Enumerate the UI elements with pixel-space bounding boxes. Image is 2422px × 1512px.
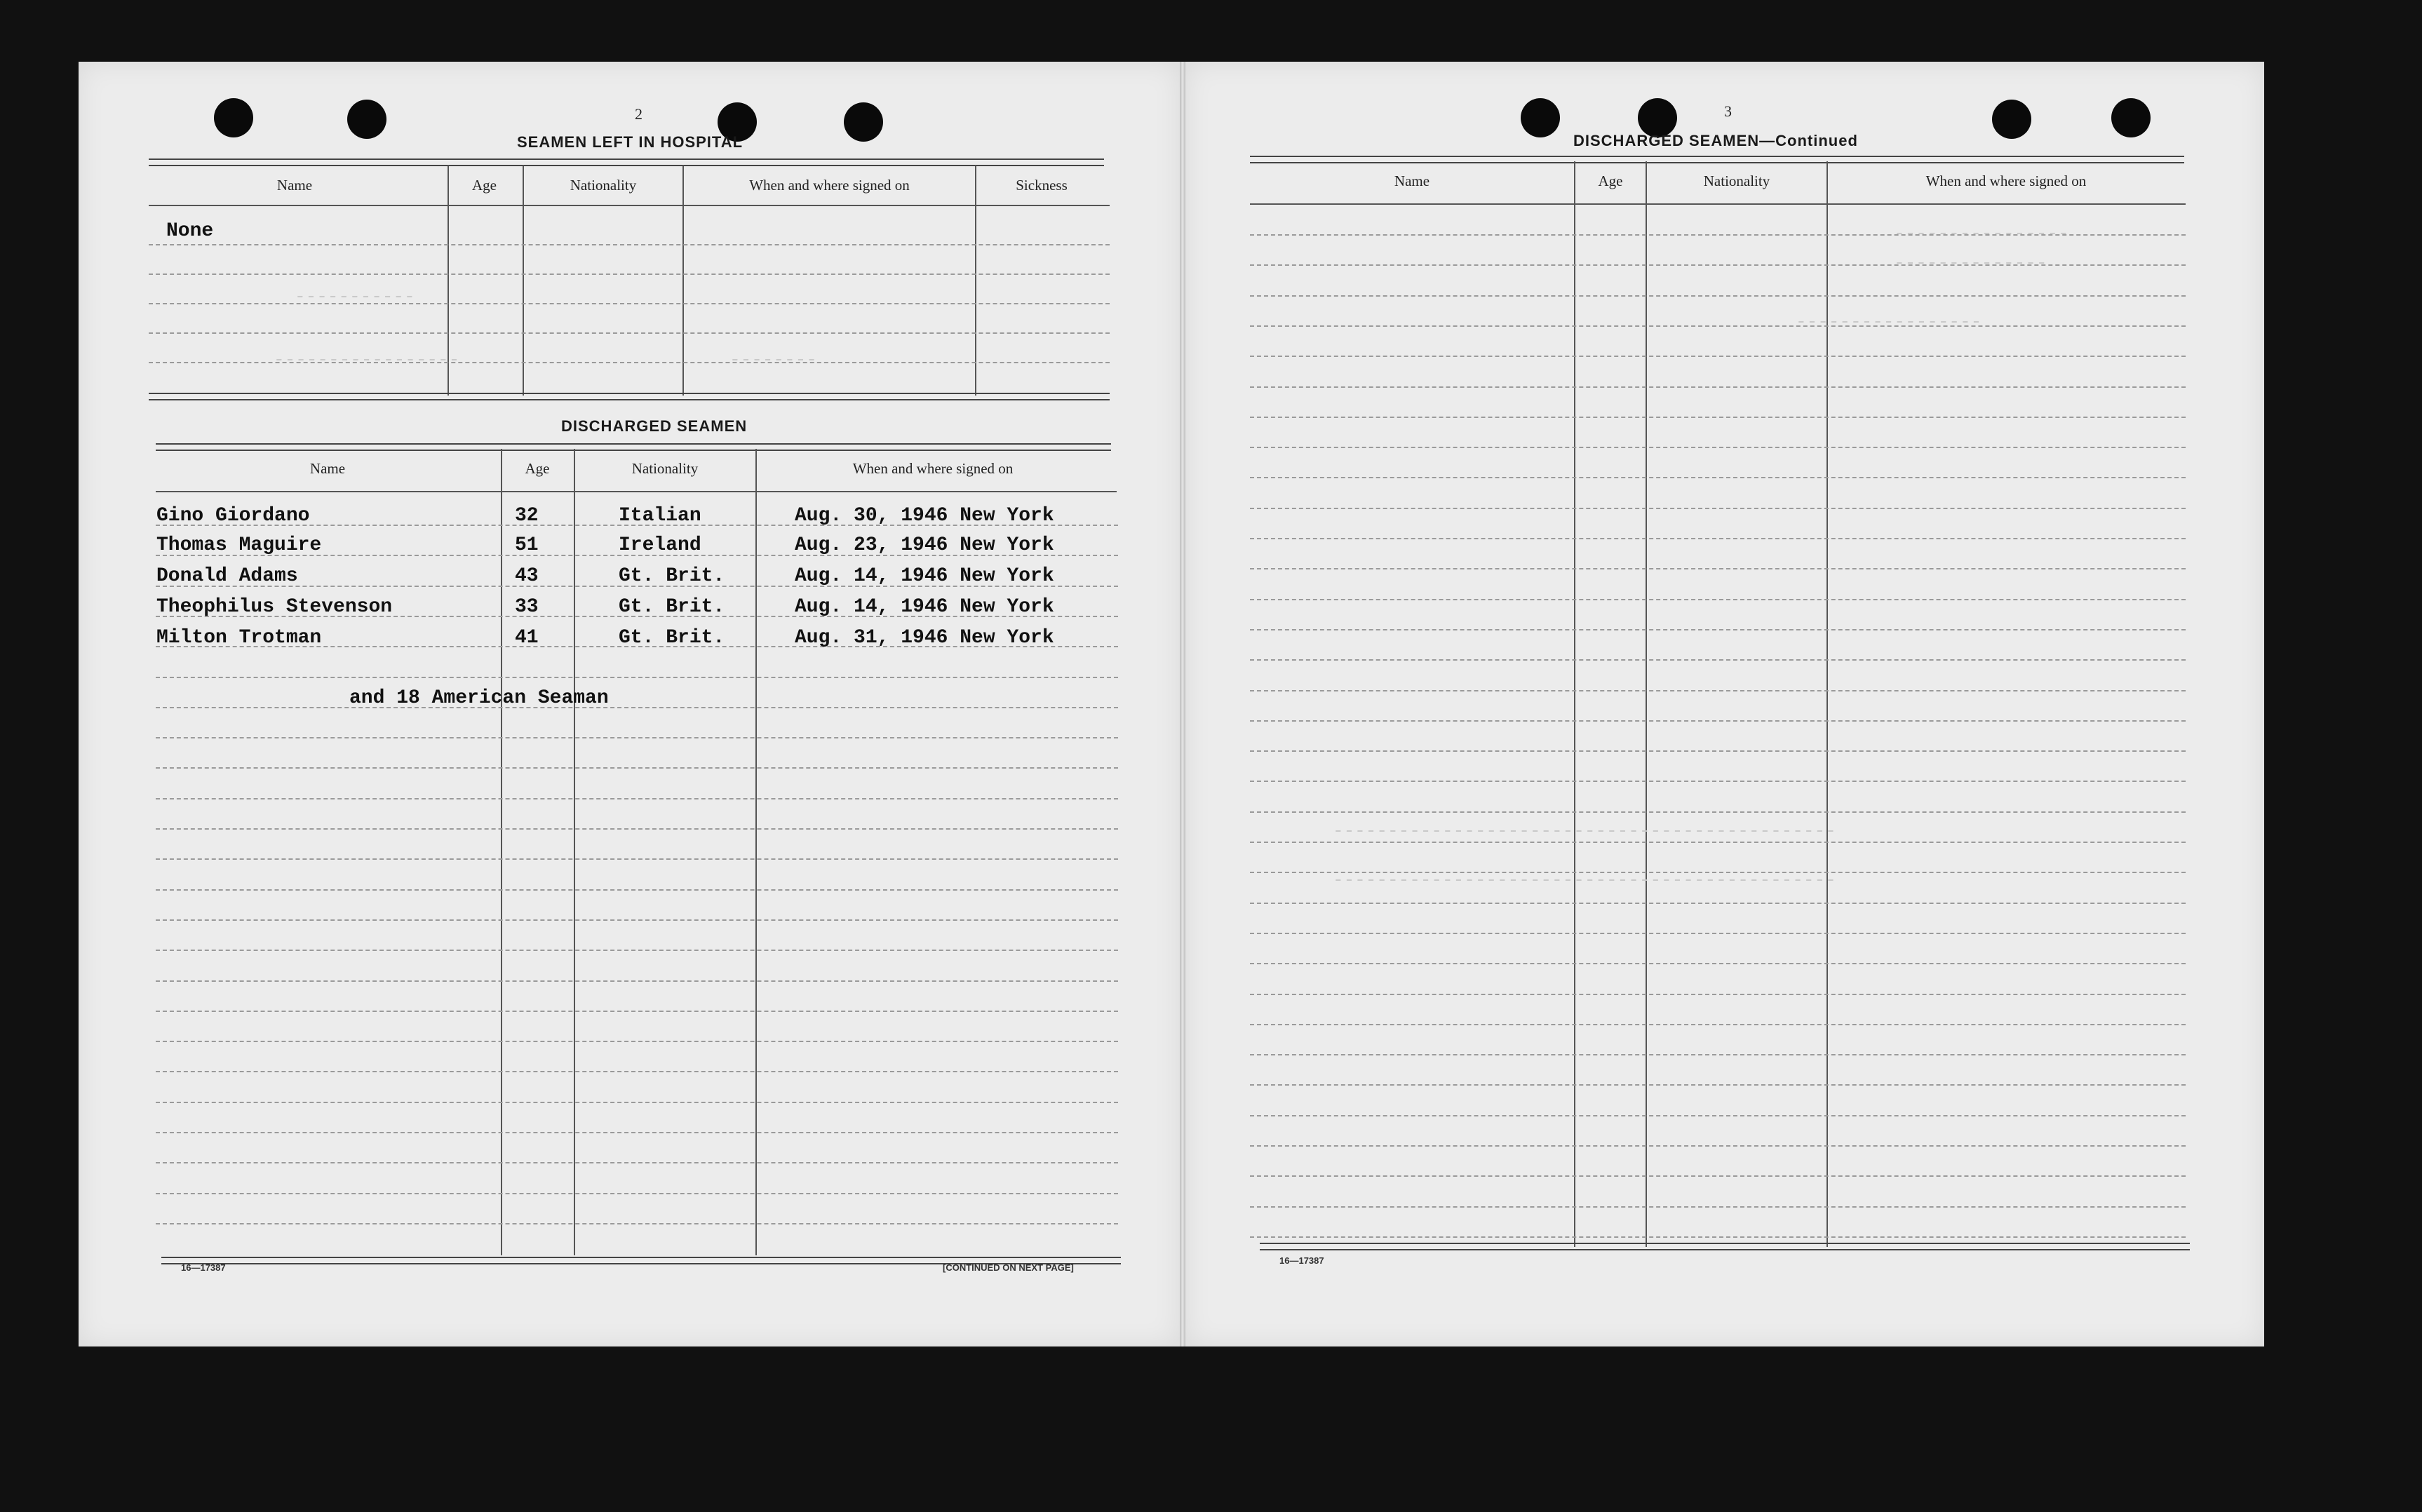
- hospital-row-line: [149, 332, 1110, 334]
- form-number: 16—17387: [181, 1262, 226, 1273]
- ruled-line: [156, 798, 1118, 799]
- ruled-line: [156, 919, 1118, 921]
- ruled-line: [1250, 568, 2186, 569]
- discharged-divider: [501, 449, 502, 1255]
- ruled-line: [156, 767, 1118, 769]
- row-signed-on: Aug. 23, 1946 New York: [795, 534, 1054, 556]
- row-signed-on: Aug. 30, 1946 New York: [795, 505, 1054, 527]
- discharged-title: DISCHARGED SEAMEN: [561, 417, 748, 435]
- left-page: [79, 62, 1180, 1346]
- right-col-name: Name: [1394, 173, 1430, 189]
- discharged-col-nationality: Nationality: [631, 460, 699, 477]
- ruled-line: [1250, 295, 2186, 297]
- row-age: 32: [515, 505, 539, 527]
- row-nationality: Gt. Brit.: [619, 565, 725, 587]
- ruled-line: [1250, 933, 2186, 934]
- ruled-line: [1250, 963, 2186, 964]
- hospital-col-signed-on: When and where signed on: [749, 177, 910, 194]
- ruled-line: [1250, 477, 2186, 478]
- right-top-rule: [1250, 156, 2184, 163]
- ruled-line: [1250, 1054, 2186, 1055]
- ruled-line: [156, 1102, 1118, 1103]
- discharged-continued-title: DISCHARGED SEAMEN—Continued: [1573, 132, 1858, 149]
- ruled-line: [156, 1132, 1118, 1133]
- row-name: Thomas Maguire: [156, 534, 322, 556]
- bleed-through: --------: [729, 349, 817, 370]
- page-number: 3: [1724, 102, 1732, 120]
- row-age: 43: [515, 565, 539, 587]
- continued-note: [CONTINUED ON NEXT PAGE]: [943, 1262, 1074, 1273]
- hospital-divider: [682, 166, 684, 396]
- right-col-nationality: Nationality: [1703, 173, 1770, 189]
- hospital-divider: [975, 166, 976, 396]
- right-page: [1185, 62, 2264, 1346]
- row-name: Theophilus Stevenson: [156, 596, 393, 618]
- bleed-through: ----------------: [1894, 223, 2069, 244]
- discharged-col-signed-on: When and where signed on: [852, 460, 1014, 477]
- ruled-line: [1250, 508, 2186, 509]
- form-number: 16—17387: [1279, 1255, 1324, 1266]
- punch-hole: [2111, 98, 2151, 137]
- discharged-header-rule: [156, 491, 1117, 492]
- row-nationality: Gt. Brit.: [619, 627, 725, 649]
- bleed-through: -----------------: [274, 349, 460, 370]
- ruled-line: [156, 737, 1118, 738]
- discharged-top-rule: [156, 443, 1111, 451]
- ruled-line: [1250, 1024, 2186, 1025]
- ruled-line: [1250, 356, 2186, 357]
- hospital-col-sickness: Sickness: [1016, 177, 1068, 194]
- page-number: 2: [635, 105, 642, 123]
- right-bottom-rule: [1260, 1243, 2190, 1250]
- right-header-rule: [1250, 203, 2186, 205]
- row-name: Gino Giordano: [156, 505, 310, 527]
- bleed-through: -----------------: [1796, 311, 1982, 332]
- american-seamen-note: and 18 American Seaman: [349, 687, 609, 709]
- ruled-line: [1250, 1145, 2186, 1147]
- row-signed-on: Aug. 31, 1946 New York: [795, 627, 1054, 649]
- ruled-line: [1250, 1115, 2186, 1116]
- bleed-through: -----------: [295, 286, 415, 307]
- hospital-col-nationality: Nationality: [570, 177, 637, 194]
- hospital-header-rule: [149, 205, 1110, 206]
- ruled-line: [1250, 994, 2186, 995]
- ruled-line: [156, 1162, 1118, 1163]
- ruled-line: [1250, 690, 2186, 691]
- punch-hole: [844, 102, 883, 142]
- ruled-line: [1250, 842, 2186, 843]
- ruled-line: [1250, 720, 2186, 722]
- ruled-line: [1250, 903, 2186, 904]
- bleed-through: ----------------------------------------------: [1333, 821, 1836, 842]
- hospital-bottom-rule: [149, 393, 1110, 400]
- discharged-col-age: Age: [525, 460, 550, 477]
- row-signed-on: Aug. 14, 1946 New York: [795, 596, 1054, 618]
- row-nationality: Gt. Brit.: [619, 596, 725, 618]
- hospital-top-rule: [149, 158, 1104, 166]
- ruled-line: [156, 1193, 1118, 1194]
- ruled-line: [156, 707, 1118, 708]
- ruled-line: [156, 858, 1118, 860]
- row-name: Donald Adams: [156, 565, 298, 587]
- row-age: 33: [515, 596, 539, 618]
- punch-hole: [347, 100, 386, 139]
- ruled-line: [156, 1041, 1118, 1042]
- ruled-line: [1250, 1175, 2186, 1177]
- ruled-line: [1250, 781, 2186, 782]
- row-nationality: Italian: [619, 505, 701, 527]
- ruled-line: [1250, 659, 2186, 661]
- discharged-divider: [574, 449, 575, 1255]
- right-col-age: Age: [1598, 173, 1623, 189]
- right-col-signed-on: When and where signed on: [1925, 173, 2087, 189]
- ruled-line: [156, 889, 1118, 891]
- hospital-title: SEAMEN LEFT IN HOSPITAL: [517, 133, 744, 151]
- ruled-line: [1250, 417, 2186, 418]
- row-name: Milton Trotman: [156, 627, 322, 649]
- page-fold: [1180, 62, 1185, 1346]
- ruled-line: [1250, 1084, 2186, 1086]
- discharged-col-name: Name: [309, 460, 346, 477]
- ruled-line: [1250, 629, 2186, 630]
- discharged-divider: [755, 449, 757, 1255]
- ruled-line: [1250, 1236, 2186, 1238]
- row-nationality: Ireland: [619, 534, 701, 556]
- row-signed-on: Aug. 14, 1946 New York: [795, 565, 1054, 587]
- hospital-col-age: Age: [472, 177, 497, 194]
- ruled-line: [1250, 599, 2186, 600]
- ruled-line: [1250, 386, 2186, 388]
- ruled-line: [156, 1011, 1118, 1012]
- punch-hole: [1521, 98, 1560, 137]
- punch-hole: [1992, 100, 2031, 139]
- bleed-through: ----------------------------------------------: [1333, 870, 1836, 891]
- ruled-line: [156, 950, 1118, 951]
- ruled-line: [156, 980, 1118, 982]
- ruled-line: [156, 1071, 1118, 1072]
- ruled-line: [1250, 447, 2186, 448]
- hospital-row-line: [149, 274, 1110, 275]
- hospital-row-line: [149, 244, 1110, 245]
- ruled-line: [156, 677, 1118, 678]
- bleed-through: --------------: [1894, 252, 2047, 274]
- ruled-line: [1250, 538, 2186, 539]
- ruled-line: [1250, 1206, 2186, 1208]
- hospital-row-line: [149, 303, 1110, 304]
- row-age: 51: [515, 534, 539, 556]
- hospital-divider: [523, 166, 524, 396]
- punch-hole: [214, 98, 253, 137]
- ruled-line: [1250, 811, 2186, 813]
- hospital-entry: None: [166, 220, 214, 242]
- ruled-line: [1250, 325, 2186, 327]
- hospital-col-name: Name: [276, 177, 313, 194]
- row-age: 41: [515, 627, 539, 649]
- ruled-line: [156, 828, 1118, 830]
- ruled-line: [156, 1223, 1118, 1224]
- ruled-line: [1250, 750, 2186, 752]
